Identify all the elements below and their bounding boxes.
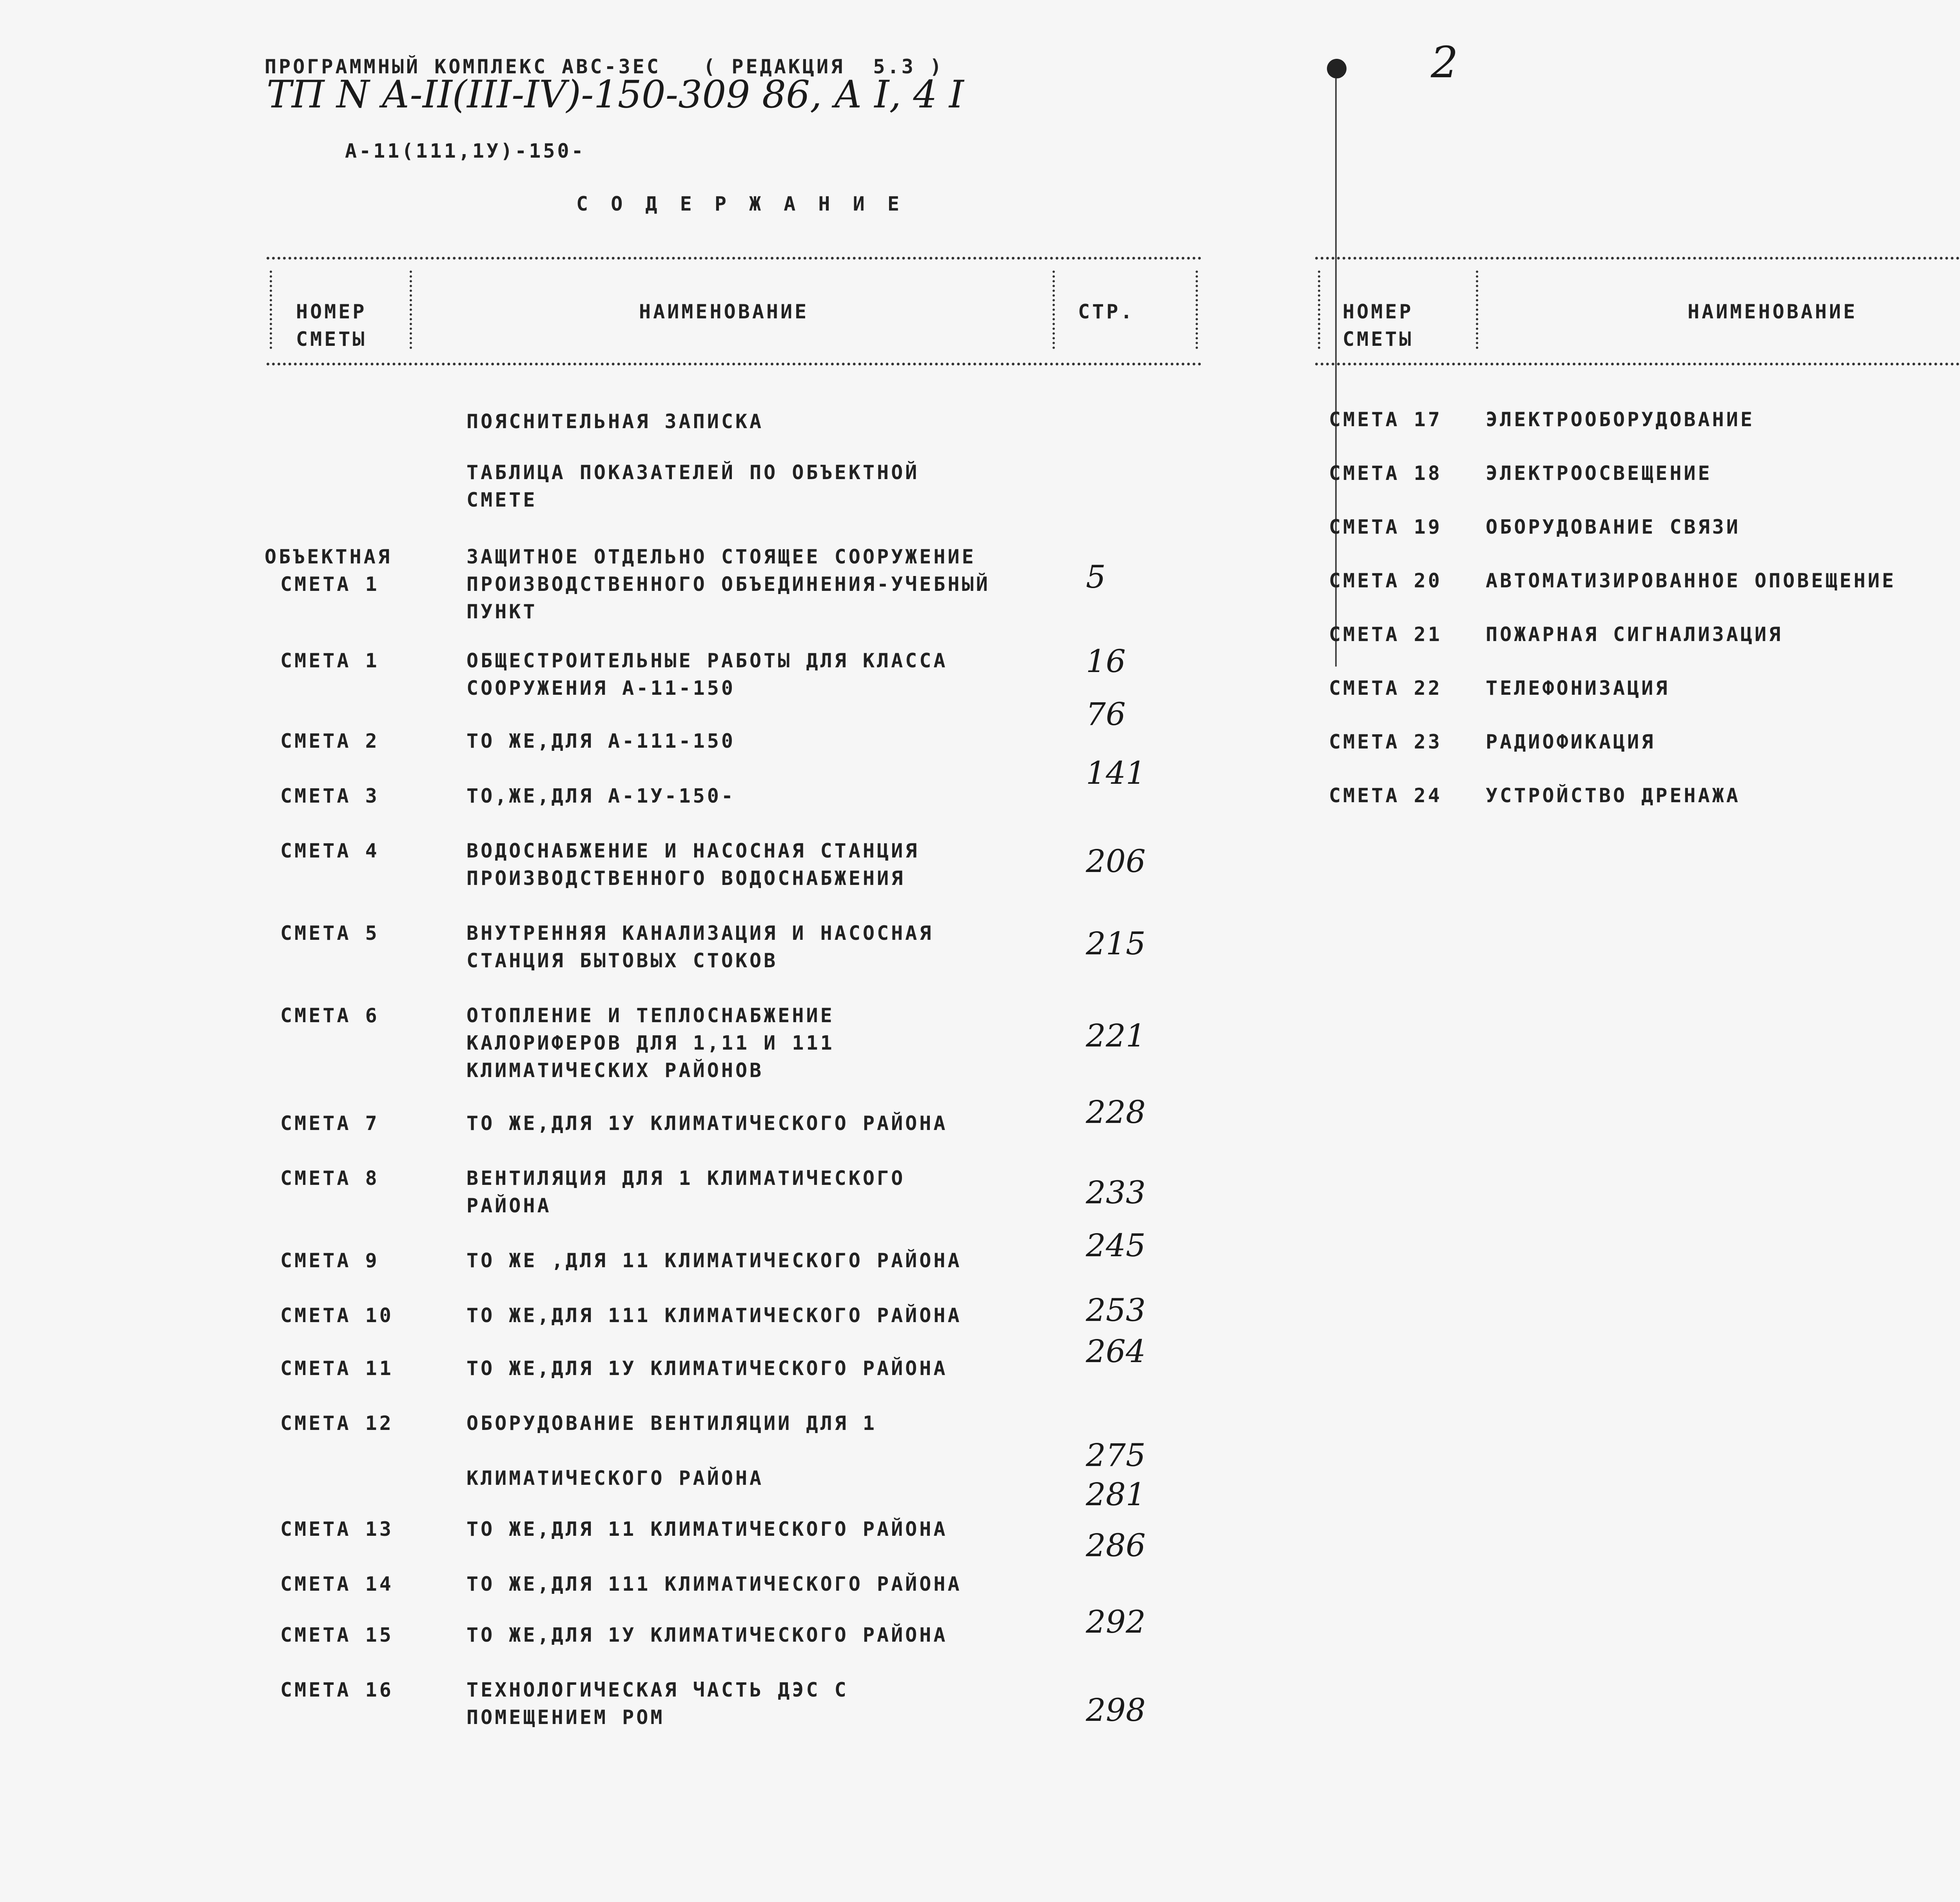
estimate-name: РАЙОНА: [466, 1194, 552, 1217]
estimate-number: СМЕТА 21: [1329, 623, 1442, 646]
page-ref: 264: [1086, 1333, 1146, 1370]
estimate-name: ЭЛЕКТРООСВЕЩЕНИЕ: [1486, 462, 1712, 485]
header-col-divider: [1053, 271, 1055, 349]
estimate-number: СМЕТА 6: [280, 1004, 379, 1027]
estimate-number: СМЕТА 1: [280, 573, 379, 596]
page-ref: 221: [1086, 1017, 1146, 1054]
estimate-name: ОБЩЕСТРОИТЕЛЬНЫЕ РАБОТЫ ДЛЯ КЛАССА: [466, 649, 948, 672]
col-name-label: НАИМЕНОВАНИЕ: [639, 300, 809, 323]
page-title: С О Д Е Р Ж А Н И Е: [576, 193, 905, 215]
estimate-name: ОБОРУДОВАНИЕ ВЕНТИЛЯЦИИ ДЛЯ 1: [466, 1412, 877, 1435]
estimate-number: СМЕТА 17: [1329, 408, 1442, 431]
page-ref: 233: [1086, 1174, 1146, 1211]
page-mark: 2: [1431, 37, 1458, 87]
header-col-divider: [1476, 271, 1478, 349]
estimate-name: КАЛОРИФЕРОВ ДЛЯ 1,11 И 111: [466, 1032, 835, 1054]
page-ref: 286: [1086, 1527, 1146, 1564]
estimate-name: ТО ЖЕ,ДЛЯ 1У КЛИМАТИЧЕСКОГО РАЙОНА: [466, 1357, 948, 1380]
page-ref: 292: [1086, 1604, 1146, 1640]
estimate-name: ТО ЖЕ,ДЛЯ 111 КЛИМАТИЧЕСКОГО РАЙОНА: [466, 1573, 962, 1595]
estimate-name: СТАНЦИЯ БЫТОВЫХ СТОКОВ: [466, 949, 778, 972]
estimate-name: УСТРОЙСТВО ДРЕНАЖА: [1486, 784, 1740, 807]
estimate-name: КЛИМАТИЧЕСКОГО РАЙОНА: [466, 1467, 764, 1490]
estimate-name: ПРОИЗВОДСТВЕННОГО ВОДОСНАБЖЕНИЯ: [466, 867, 906, 890]
subcode: А-11(111,1У)-150-: [345, 140, 586, 162]
estimate-number: СМЕТА 18: [1329, 462, 1442, 485]
estimate-number: СМЕТА 10: [280, 1304, 394, 1327]
estimate-name: ВЕНТИЛЯЦИЯ ДЛЯ 1 КЛИМАТИЧЕСКОГО: [466, 1167, 906, 1190]
col-number-label: СМЕТЫ: [1343, 328, 1414, 351]
header-col-divider: [410, 271, 412, 349]
header-bottom-rule: [267, 363, 1201, 365]
page-ref: 298: [1086, 1692, 1146, 1728]
estimate-number: СМЕТА 5: [280, 922, 379, 945]
estimate-name: ТО ЖЕ ,ДЛЯ 11 КЛИМАТИЧЕСКОГО РАЙОНА: [466, 1249, 962, 1272]
page-ref: 206: [1086, 843, 1146, 879]
estimate-number: СМЕТА 23: [1329, 730, 1442, 753]
page-ref: 253: [1086, 1292, 1146, 1328]
estimate-name: ТО ЖЕ,ДЛЯ 11 КЛИМАТИЧЕСКОГО РАЙОНА: [466, 1518, 948, 1540]
page-ref: 141: [1086, 755, 1146, 791]
estimate-name: ПОЯСНИТЕЛЬНАЯ ЗАПИСКА: [466, 410, 764, 433]
program-line: ПРОГРАММНЫЙ КОМПЛЕКС АВС-3ЕС ( РЕДАКЦИЯ 5.3 ): [265, 55, 944, 78]
page-ref: 16: [1086, 643, 1126, 679]
page-ref: 275: [1086, 1437, 1146, 1473]
project-code: ТП N А-II(III-IV)-150-309 86, А I, 4 I: [267, 73, 964, 116]
header-top-rule: [267, 257, 1201, 260]
estimate-name: АВТОМАТИЗИРОВАННОЕ ОПОВЕЩЕНИЕ: [1486, 569, 1896, 592]
estimate-name: ТО ЖЕ,ДЛЯ 1У КЛИМАТИЧЕСКОГО РАЙОНА: [466, 1112, 948, 1135]
estimate-number: СМЕТА 19: [1329, 516, 1442, 538]
header-top-rule: [1315, 257, 1960, 260]
page-ref: 5: [1086, 559, 1106, 595]
estimate-name: ТАБЛИЦА ПОКАЗАТЕЛЕЙ ПО ОБЪЕКТНОЙ: [466, 461, 920, 484]
estimate-name: ТО,ЖЕ,ДЛЯ А-1У-150-: [466, 785, 735, 807]
estimate-number: СМЕТА 22: [1329, 677, 1442, 699]
estimate-number: СМЕТА 1: [280, 649, 379, 672]
page-ref: 76: [1086, 696, 1126, 732]
estimate-name: РАДИОФИКАЦИЯ: [1486, 730, 1656, 753]
estimate-number: СМЕТА 8: [280, 1167, 379, 1190]
estimate-name: ЭЛЕКТРООБОРУДОВАНИЕ: [1486, 408, 1755, 431]
estimate-name: ТЕЛЕФОНИЗАЦИЯ: [1486, 677, 1670, 699]
estimate-name: ТО ЖЕ,ДЛЯ А-111-150: [466, 730, 735, 752]
page-ref: 228: [1086, 1094, 1146, 1130]
estimate-number: ОБЪЕКТНАЯ: [265, 545, 392, 568]
header-bottom-rule: [1315, 363, 1960, 365]
page-ref: 245: [1086, 1227, 1146, 1264]
estimate-number: СМЕТА 14: [280, 1573, 394, 1595]
estimate-name: ПОЖАРНАЯ СИГНАЛИЗАЦИЯ: [1486, 623, 1783, 646]
estimate-name: ТО ЖЕ,ДЛЯ 1У КЛИМАТИЧЕСКОГО РАЙОНА: [466, 1624, 948, 1646]
estimate-number: СМЕТА 20: [1329, 569, 1442, 592]
estimate-number: СМЕТА 7: [280, 1112, 379, 1135]
estimate-number: СМЕТА 2: [280, 730, 379, 752]
estimate-name: ОБОРУДОВАНИЕ СВЯЗИ: [1486, 516, 1740, 538]
estimate-number: СМЕТА 11: [280, 1357, 394, 1380]
estimate-number: СМЕТА 9: [280, 1249, 379, 1272]
col-number-label: НОМЕР: [296, 300, 367, 323]
estimate-name: СМЕТЕ: [466, 489, 537, 511]
page-ref: 281: [1086, 1476, 1146, 1513]
estimate-number: СМЕТА 4: [280, 839, 379, 862]
estimate-name: ТЕХНОЛОГИЧЕСКАЯ ЧАСТЬ ДЭС С: [466, 1679, 849, 1701]
estimate-number: СМЕТА 16: [280, 1679, 394, 1701]
estimate-name: ПОМЕЩЕНИЕМ РОМ: [466, 1706, 665, 1729]
header-right-border: [1196, 271, 1198, 349]
estimate-name: ТО ЖЕ,ДЛЯ 111 КЛИМАТИЧЕСКОГО РАЙОНА: [466, 1304, 962, 1327]
estimate-number: СМЕТА 15: [280, 1624, 394, 1646]
col-number-label: СМЕТЫ: [296, 328, 367, 351]
estimate-name: ВНУТРЕННЯЯ КАНАЛИЗАЦИЯ И НАСОСНАЯ: [466, 922, 934, 945]
header-left-border: [270, 271, 272, 349]
estimate-name: ПРОИЗВОДСТВЕННОГО ОБЪЕДИНЕНИЯ-УЧЕБНЫЙ: [466, 573, 990, 596]
estimate-name: ЗАЩИТНОЕ ОТДЕЛЬНО СТОЯЩЕЕ СООРУЖЕНИЕ: [466, 545, 976, 568]
col-page-label: СТР.: [1078, 300, 1135, 323]
estimate-number: СМЕТА 13: [280, 1518, 394, 1540]
col-name-label: НАИМЕНОВАНИЕ: [1688, 300, 1858, 323]
page-ref: 215: [1086, 925, 1146, 962]
estimate-number: СМЕТА 24: [1329, 784, 1442, 807]
estimate-name: ОТОПЛЕНИЕ И ТЕПЛОСНАБЖЕНИЕ: [466, 1004, 835, 1027]
header-left-border: [1318, 271, 1320, 349]
estimate-number: СМЕТА 3: [280, 785, 379, 807]
estimate-number: СМЕТА 12: [280, 1412, 394, 1435]
binder-hole-icon: [1327, 59, 1347, 78]
col-number-label: НОМЕР: [1343, 300, 1414, 323]
estimate-name: СООРУЖЕНИЯ А-11-150: [466, 677, 735, 699]
estimate-name: ВОДОСНАБЖЕНИЕ И НАСОСНАЯ СТАНЦИЯ: [466, 839, 920, 862]
estimate-name: КЛИМАТИЧЕСКИХ РАЙОНОВ: [466, 1059, 764, 1082]
estimate-name: ПУНКТ: [466, 600, 537, 623]
